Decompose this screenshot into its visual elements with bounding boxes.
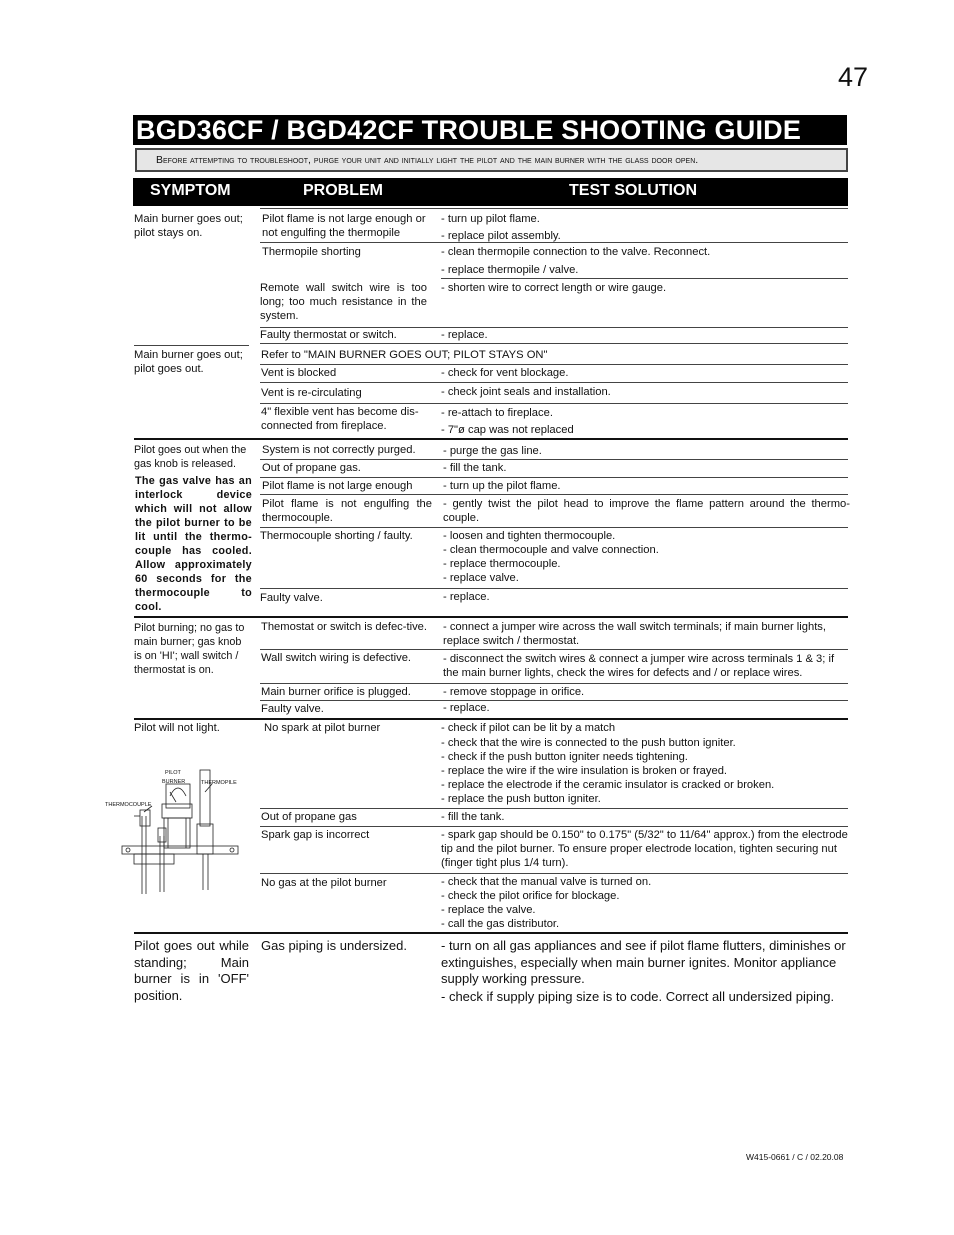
solution-5-4-a: - check that the manual valve is turned on. bbox=[441, 876, 652, 888]
page-number: 47 bbox=[838, 62, 869, 92]
solution-5-1-e: - replace the electrode if the ceramic insulator is cracked or broken. bbox=[441, 779, 775, 791]
problem-5-4: No gas at the pilot burner bbox=[261, 877, 387, 889]
header-test-solution: TEST SOLUTION bbox=[569, 182, 697, 199]
solution-5-1-a: - check if pilot can be lit by a match bbox=[441, 722, 616, 734]
solution-1-2-b: - replace thermopile / valve. bbox=[441, 264, 579, 276]
problem-5-2: Out of propane gas bbox=[261, 811, 357, 823]
problem-5-1: No spark at pilot burner bbox=[264, 722, 381, 734]
interlock-warning: The gas valve has an interlock device which will not allow the pilot burner to be lit until the thermo-couple has cooled. Allow approximately 60 seconds for the thermocouple to cool. bbox=[135, 475, 252, 613]
problem-1-1: Pilot flame is not large enough or not engulfing the thermopile bbox=[262, 213, 426, 239]
solution-1-1-b: - replace pilot assembly. bbox=[441, 230, 561, 242]
label-burner: BURNER bbox=[162, 779, 186, 785]
solution-2-3: - check joint seals and installation. bbox=[441, 386, 611, 398]
problem-2-4: 4" flexible vent has become dis-connected from fireplace. bbox=[261, 406, 419, 432]
problem-2-2: Vent is blocked bbox=[261, 367, 337, 379]
problem-4-2: Wall switch wiring is defective. bbox=[261, 652, 412, 664]
symptom-2: Main burner goes out; pilot goes out. bbox=[134, 349, 243, 375]
solution-1-1-a: - turn up pilot flame. bbox=[441, 213, 540, 225]
header-symptom: SYMPTOM bbox=[150, 182, 231, 199]
problem-3-2: Out of propane gas. bbox=[262, 462, 361, 474]
problem-1-2: Thermopile shorting bbox=[262, 246, 361, 258]
symptom-6: Pilot goes out while standing; Main burner is in 'OFF' position. bbox=[134, 938, 249, 1003]
document-code: W415-0661 / C / 02.20.08 bbox=[746, 1152, 844, 1162]
problem-1-3: Remote wall switch wire is too long; too much resistance in the system. bbox=[260, 282, 427, 322]
table-header bbox=[133, 178, 848, 206]
problem-3-6: Faulty valve. bbox=[260, 592, 323, 604]
problem-3-4: Pilot flame is not engulfing the thermocouple. bbox=[262, 498, 432, 524]
solution-5-3: - spark gap should be 0.150" to 0.175" (5/32" to 11/64" approx.) from the electrode tip and the pilot burner. To ensure proper electrode location, tighten securing nut (finger tight plus 1/4 turn). bbox=[441, 829, 848, 869]
solution-1-4: - replace. bbox=[441, 329, 488, 341]
solution-5-4-d: - call the gas distributor. bbox=[441, 918, 560, 930]
problem-4-3: Main burner orifice is plugged. bbox=[261, 686, 411, 698]
solution-2-4-a: - re-attach to fireplace. bbox=[441, 407, 553, 419]
solution-5-4-c: - replace the valve. bbox=[441, 904, 536, 916]
problem-2-1: Refer to "MAIN BURNER GOES OUT; PILOT STAYS ON" bbox=[261, 349, 548, 361]
solution-6-1-b: - check if supply piping size is to code. Correct all undersized piping. bbox=[441, 989, 835, 1004]
solution-2-4-b: - 7"ø cap was not replaced bbox=[441, 424, 574, 436]
label-pilot: PILOT bbox=[165, 770, 181, 776]
solution-5-1-b: - check that the wire is connected to the push button igniter. bbox=[441, 737, 736, 749]
solution-6-1-a: - turn on all gas appliances and see if pilot flame flutters, diminishes or extinguishes, especially when main burner ignites. Monitor appliance supply working pressure. bbox=[441, 938, 846, 986]
solution-5-2: - fill the tank. bbox=[441, 811, 505, 823]
solution-4-4: - replace. bbox=[443, 702, 490, 714]
label-thermopile: THERMOPILE bbox=[201, 780, 237, 786]
symptom-1: Main burner goes out; pilot stays on. bbox=[134, 213, 243, 239]
solution-2-2: - check for vent blockage. bbox=[441, 367, 569, 379]
problem-4-1: Themostat or switch is defec-tive. bbox=[261, 621, 428, 633]
solution-3-5-d: - replace valve. bbox=[443, 572, 519, 584]
solution-4-3: - remove stoppage in orifice. bbox=[443, 686, 585, 698]
solution-5-1-f: - replace the push button igniter. bbox=[441, 793, 601, 805]
solution-5-1-d: - replace the wire if the wire insulation is broken or frayed. bbox=[441, 765, 728, 777]
solution-4-1: - connect a jumper wire across the wall switch terminals; if main burner lights, replace switch / thermostat. bbox=[443, 621, 827, 647]
solution-3-2: - fill the tank. bbox=[443, 462, 507, 474]
problem-2-3: Vent is re-circulating bbox=[261, 387, 362, 399]
solution-5-4-b: - check the pilot orifice for blockage. bbox=[441, 890, 620, 902]
problem-3-5: Thermocouple shorting / faulty. bbox=[260, 530, 413, 542]
header-problem: PROBLEM bbox=[303, 182, 383, 199]
solution-3-5-b: - clean thermocouple and valve connection. bbox=[443, 544, 659, 556]
symptom-5: Pilot will not light. bbox=[134, 722, 220, 734]
solution-5-1-c: - check if the push button igniter needs tightening. bbox=[441, 751, 688, 763]
solution-4-2: - disconnect the switch wires & connect a jumper wire across terminals 1 & 3; if the main burner lights, check the wires for defects and / or replace wires. bbox=[443, 653, 835, 679]
symptom-4: Pilot burning; no gas to main burner; gas knob is on 'HI'; wall switch / thermostat is on. bbox=[134, 622, 245, 676]
pilot-assembly-diagram bbox=[104, 766, 248, 896]
solution-3-5-c: - replace thermocouple. bbox=[443, 558, 561, 570]
problem-3-3: Pilot flame is not large enough bbox=[262, 480, 413, 492]
instruction-note: Before attempting to troubleshoot, purge your unit and initially light the pilot and the main burner with the glass door open. bbox=[135, 148, 848, 172]
solution-3-6: - replace. bbox=[443, 591, 490, 603]
problem-6-1: Gas piping is undersized. bbox=[261, 938, 407, 953]
label-thermocouple: THERMOCOUPLE bbox=[105, 802, 152, 808]
problem-1-4: Faulty thermostat or switch. bbox=[260, 329, 397, 341]
solution-3-5-a: - loosen and tighten thermocouple. bbox=[443, 530, 616, 542]
solution-3-3: - turn up the pilot flame. bbox=[443, 480, 561, 492]
solution-3-1: - purge the gas line. bbox=[443, 445, 542, 457]
problem-4-4: Faulty valve. bbox=[261, 703, 324, 715]
solution-1-2-a: - clean thermopile connection to the valve. Reconnect. bbox=[441, 246, 711, 258]
solution-3-4: - gently twist the pilot head to improve the flame pattern around the thermo-couple. bbox=[443, 498, 850, 524]
solution-1-3: - shorten wire to correct length or wire gauge. bbox=[441, 282, 667, 294]
problem-3-1: System is not correctly purged. bbox=[262, 444, 416, 456]
symptom-3: Pilot goes out when the gas knob is released. bbox=[134, 444, 247, 470]
page-title: BGD36CF / BGD42CF TROUBLE SHOOTING GUIDE bbox=[133, 115, 847, 145]
problem-5-3: Spark gap is incorrect bbox=[261, 829, 370, 841]
